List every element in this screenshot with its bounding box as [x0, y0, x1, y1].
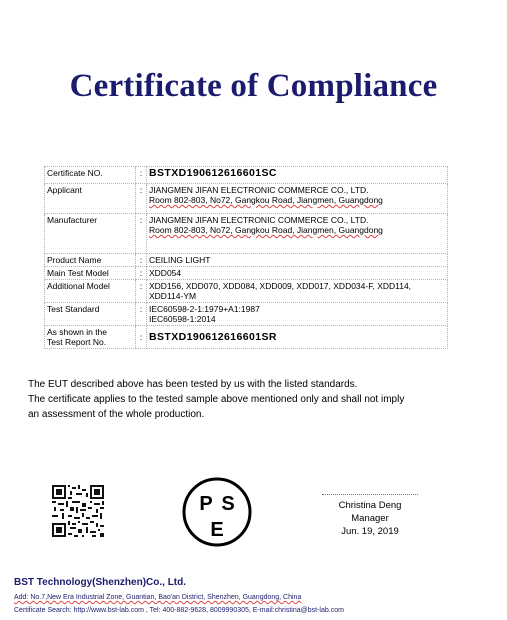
footer-company-name: BST Technology(Shenzhen)Co., Ltd. [14, 577, 187, 588]
table-row [45, 184, 448, 214]
certificate-title: Certificate of Compliance [69, 68, 438, 104]
additional-model-value [147, 280, 448, 303]
pse-letter: P [199, 493, 213, 515]
manufacturer-value [147, 214, 448, 254]
test-report-number: BSTXD190612616601SR [147, 326, 448, 349]
manufacturer-address: Room 802-803, No72, Gangkou Road, Jiangmen, Guangdong [149, 225, 383, 235]
table-row [45, 167, 448, 184]
signatory-role: Manager [351, 513, 389, 524]
field-label-line: Test Report No. [47, 337, 107, 347]
field-colon: : [136, 326, 147, 349]
table-row [45, 303, 448, 326]
signatory-name: Christina Deng [338, 500, 402, 511]
table-row [45, 254, 448, 267]
field-label-line: As shown in the [47, 327, 108, 337]
field-label: Applicant [45, 184, 136, 214]
compliance-statement [28, 377, 483, 422]
signature-block [322, 494, 418, 538]
applicant-value [147, 184, 448, 214]
pse-letter: S [221, 493, 235, 515]
pse-mark-icon [181, 476, 253, 548]
field-colon: : [136, 280, 147, 303]
applicant-address: Room 802-803, No72, Gangkou Road, Jiangmen, Guangdong [149, 195, 383, 205]
test-standard-line: IEC60598-2-1:1979+A1:1987 [149, 304, 260, 314]
statement-line: The EUT described above has been tested by us with the listed standards. [28, 379, 358, 390]
footer-contact: Certificate Search: http://www.bst-lab.com , Tel: 400-882-9628, 8009990305, E-mail:christina@bst-lab.com [14, 607, 344, 614]
additional-model-line: XDD114-YM [149, 291, 197, 301]
certificate-info-table [44, 166, 448, 349]
field-colon: : [136, 303, 147, 326]
signature-line [322, 494, 418, 495]
table-row [45, 326, 448, 349]
field-label [45, 326, 136, 349]
field-colon: : [136, 167, 147, 184]
statement-line: The certificate applies to the tested sample above mentioned only and shall not imply [28, 394, 405, 405]
footer-address: Add: No.7,New Era Industrial Zone, Guantian, Bao'an District, Shenzhen, Guangdong, China [14, 594, 302, 601]
field-colon: : [136, 254, 147, 267]
field-label: Main Test Model [45, 267, 136, 280]
test-standard-line: IEC60598-1:2014 [149, 314, 216, 324]
pse-letter: E [210, 519, 224, 541]
field-colon: : [136, 267, 147, 280]
applicant-name: JIANGMEN JIFAN ELECTRONIC COMMERCE CO., LTD. [149, 185, 369, 195]
table-row [45, 267, 448, 280]
table-row [45, 214, 448, 254]
qr-code [52, 485, 104, 537]
manufacturer-name: JIANGMEN JIFAN ELECTRONIC COMMERCE CO., LTD. [149, 215, 369, 225]
signature-date: Jun. 19, 2019 [341, 526, 399, 537]
field-label: Test Standard [45, 303, 136, 326]
statement-line: an assessment of the whole production. [28, 409, 205, 420]
field-label: Additional Model [45, 280, 136, 303]
main-test-model-value: XDD054 [147, 267, 448, 280]
field-label: Product Name [45, 254, 136, 267]
test-standard-value [147, 303, 448, 326]
table-row [45, 280, 448, 303]
field-colon: : [136, 184, 147, 214]
additional-model-line: XDD156, XDD070, XDD084, XDD009, XDD017, XDD034-F, XDD114, [149, 281, 412, 291]
field-label: Manufacturer [45, 214, 136, 254]
field-label: Certificate NO. [45, 167, 136, 184]
field-colon: : [136, 214, 147, 254]
certificate-number: BSTXD190612616601SC [147, 167, 448, 184]
product-name-value: CEILING LIGHT [147, 254, 448, 267]
